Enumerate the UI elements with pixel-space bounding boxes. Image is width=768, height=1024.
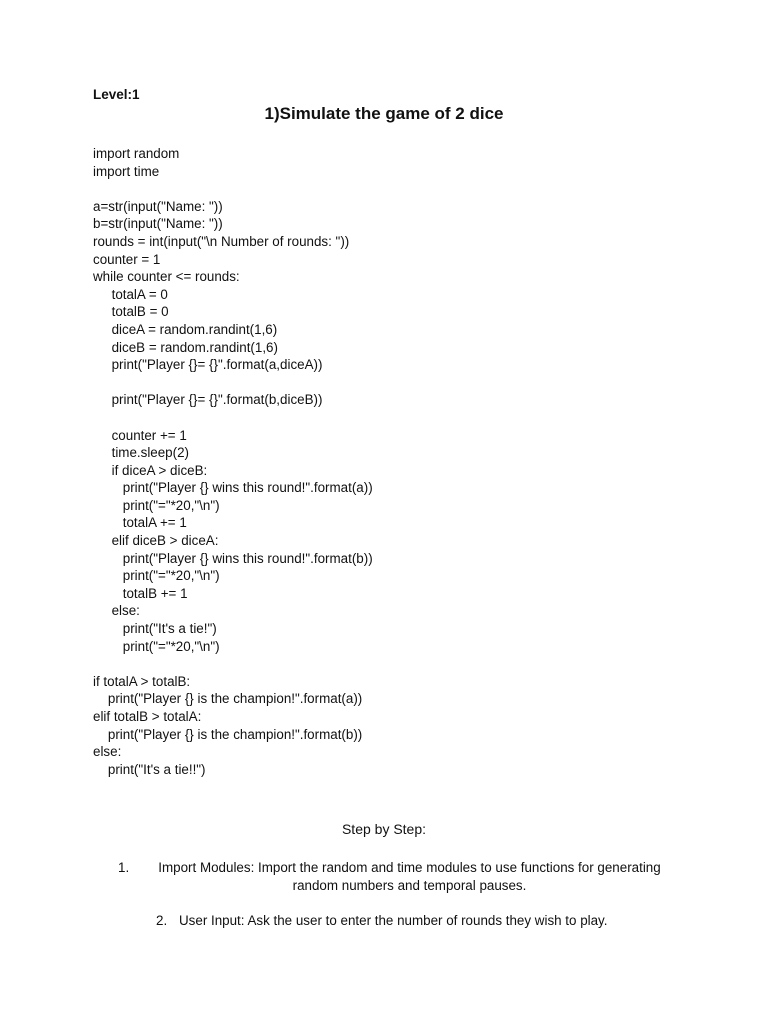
step-text: User Input: Ask the user to enter the number of rounds they wish to play. [179, 913, 608, 928]
level-label: Level:1 [93, 87, 140, 102]
code-line: diceB = random.randint(1,6) [93, 339, 278, 355]
code-line: totalB += 1 [93, 585, 188, 601]
steps-heading: Step by Step: [341, 821, 427, 837]
code-line [93, 180, 733, 198]
code-line: if diceA > diceB: [93, 462, 208, 478]
code-line [93, 409, 733, 427]
code-line: elif diceB > diceA: [93, 533, 219, 549]
step-number: 2. [156, 913, 168, 928]
code-line: import time [93, 163, 160, 179]
code-line: while counter <= rounds: [93, 269, 240, 285]
document-title: 1)Simulate the game of 2 dice [264, 104, 504, 123]
code-line: print("Player {}= {}".format(b,diceB)) [93, 392, 323, 408]
code-line: a=str(input("Name: ")) [93, 198, 223, 214]
code-line: time.sleep(2) [93, 445, 189, 461]
code-line: counter = 1 [93, 251, 161, 267]
code-line: diceA = random.randint(1,6) [93, 321, 278, 337]
code-block [93, 145, 733, 778]
code-line: print("Player {} is the champion!".format(a)) [93, 691, 363, 707]
code-line: else: [93, 744, 122, 760]
code-line: print("Player {} wins this round!".format(a)) [93, 480, 373, 496]
code-line: print("Player {} is the champion!".format(b)) [93, 726, 363, 742]
code-line [93, 655, 733, 673]
code-line: totalB = 0 [93, 304, 169, 320]
code-line: print("Player {}= {}".format(a,diceA)) [93, 357, 323, 373]
code-line: totalA += 1 [93, 515, 187, 531]
code-line: print("It's a tie!") [93, 621, 217, 637]
code-line: print("Player {} wins this round!".format(b)) [93, 550, 373, 566]
code-line: b=str(input("Name: ")) [93, 216, 223, 232]
code-line: counter += 1 [93, 427, 187, 443]
code-line: print("It's a tie!!") [93, 761, 206, 777]
code-line: else: [93, 603, 140, 619]
step-item-2 [156, 912, 716, 930]
code-line: print("="*20,"\n") [93, 638, 220, 654]
code-line: totalA = 0 [93, 286, 168, 302]
code-line: print("="*20,"\n") [93, 497, 220, 513]
code-line [93, 374, 733, 392]
step-number: 1. [118, 860, 130, 875]
code-line: print("="*20,"\n") [93, 568, 220, 584]
step-text: Import Modules: Import the random and time modules to use functions for generating random numbers and temporal pauses. [158, 860, 661, 893]
step-item-1 [118, 859, 678, 894]
code-line: elif totalB > totalA: [93, 709, 202, 724]
code-line: rounds = int(input("\n Number of rounds: ")) [93, 233, 350, 249]
code-line: if totalA > totalB: [93, 673, 191, 689]
code-line: import random [93, 146, 180, 161]
